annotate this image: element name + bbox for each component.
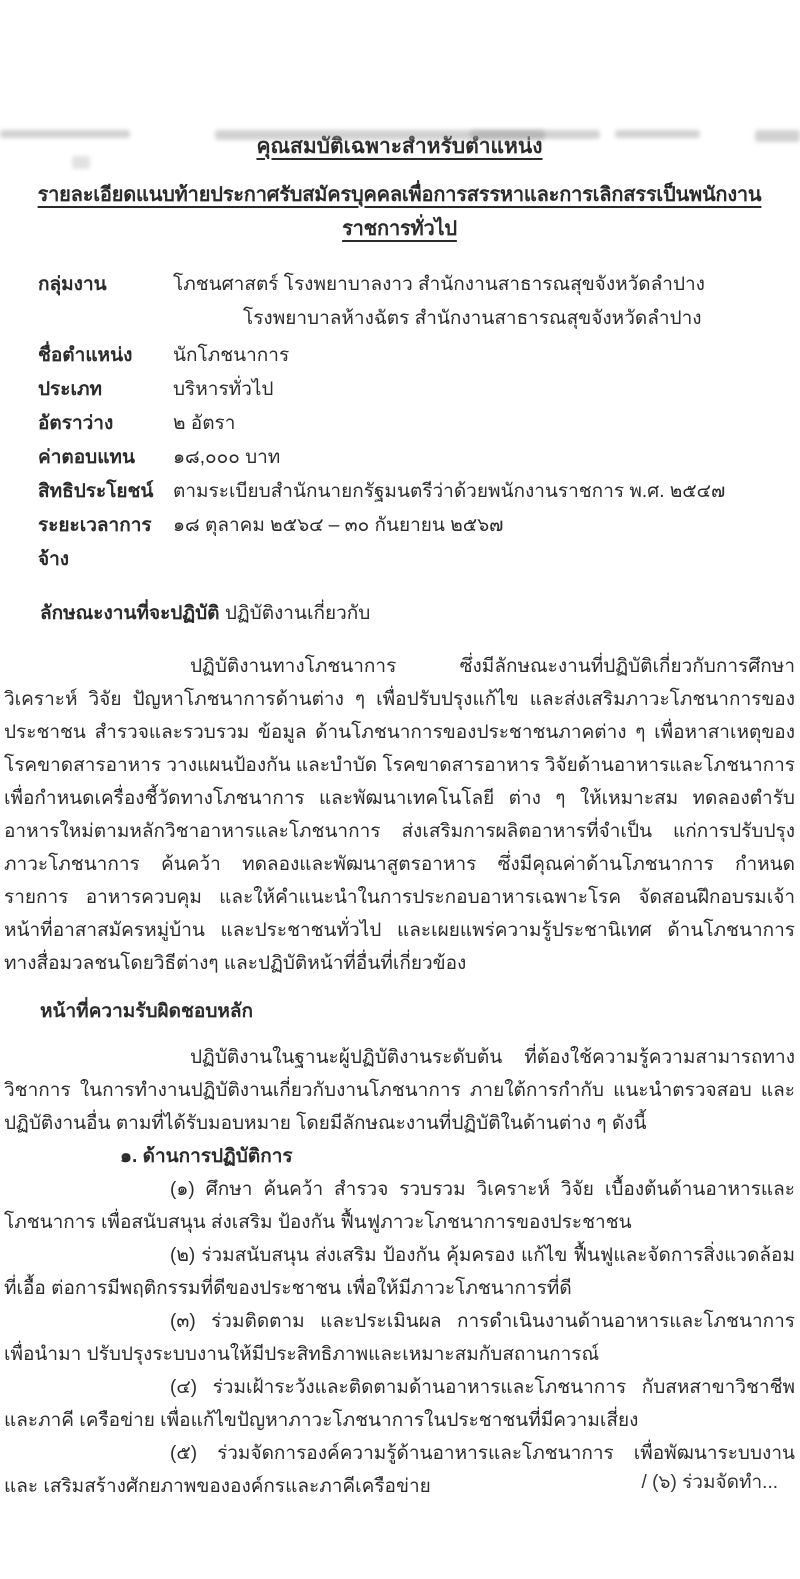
field-value-benefits: ตามระเบียบสำนักนายกรัฐมนตรีว่าด้วยพนักงานราชการ พ.ศ. ๒๕๔๗	[173, 481, 726, 502]
workgroup-line1: โภชนศาสตร์ โรงพยาบาลงาว สำนักงานสาธารณสุขจังหวัดลำปาง	[173, 274, 705, 295]
operations-item: (๒) ร่วมสนับสนุน ส่งเสริม ป้องกัน คุ้มครอง แก้ไข ฟื้นฟูและจัดการสิ่งแวดล้อมที่เอื้อ ต่อการมีพฤติกรรมที่ดีของประชาชน เพื่อให้มีภาวะโภชนาการที่ดี	[4, 1245, 795, 1299]
field-value-employment-period: ๑๘ ตุลาคม ๒๕๖๔ – ๓๐ กันยายน ๒๕๖๗	[173, 515, 504, 536]
field-value-position-name: นักโภชนาการ	[173, 345, 290, 366]
field-row-employment-period	[38, 509, 795, 577]
section-heading-responsibility: หน้าที่ความรับผิดชอบหลัก	[40, 1001, 254, 1022]
workgroup-line2: โรงพยาบาลห้างฉัตร สำนักงานสาธารณสุขจังหวัดลำปาง	[243, 308, 702, 329]
scan-artifact	[615, 130, 700, 138]
operations-item: (๑) ศึกษา ค้นคว้า สำรวจ รวบรวม วิเคราะห์ วิจัย เบื้องต้นด้านอาหารและโภชนาการ เพื่อสนับสนุน ส่งเสริม ป้องกัน ฟื้นฟูภาวะโภชนาการของประชาชน	[4, 1179, 795, 1233]
field-label-salary: ค่าตอบแทน	[38, 447, 135, 468]
duties-heading-suffix: ปฏิบัติงานเกี่ยวกับ	[224, 603, 371, 624]
subsection-heading-operations: ๑. ด้านการปฏิบัติการ	[120, 1146, 293, 1167]
field-row-position-name	[38, 339, 795, 373]
page-subtitle: รายละเอียดแนบท้ายประกาศรับสมัครบุคคลเพื่อการสรรหาและการเลิกสรรเป็นพนักงานราชการทั่วไป	[37, 184, 762, 240]
section-heading-duties	[40, 597, 795, 631]
field-value-workgroup	[173, 268, 795, 336]
operations-item: (๔) ร่วมเฝ้าระวังและติดตามด้านอาหารและโภชนาการ กับสหสาขาวิชาชีพและภาคี เครือข่าย เพื่อแก้ไขปัญหาภาวะโภชนาการในประชาชนที่มีความเสี่ยง	[4, 1377, 795, 1431]
field-label-employment-period: ระยะเวลาการจ้าง	[38, 515, 152, 570]
page-title: คุณสมบัติเฉพาะสำหรับตำแหน่ง	[256, 135, 543, 158]
position-info	[38, 268, 795, 577]
field-label-vacancies: อัตราว่าง	[38, 413, 114, 434]
field-label-benefits: สิทธิประโยชน์	[38, 481, 154, 502]
continuation-note: / (๖) ร่วมจัดทำ...	[641, 1472, 778, 1493]
responsibility-paragraph: ปฏิบัติงานในฐานะผู้ปฏิบัติงานระดับต้น ที่ต้องใช้ความรู้ความสามารถทางวิชาการ ในการทำงานปฏิบัติงานเกี่ยวกับงานโภชนาการ ภายใต้การกำกับ แนะนำตรวจสอบ และปฏิบัติงานอื่น ตามที่ได้รับมอบหมาย โดยมีลักษณะงานที่ปฏิบัติในด้านต่าง ๆ ดังนี้	[4, 1047, 795, 1134]
field-value-vacancies: ๒ อัตรา	[173, 413, 236, 434]
operations-item: (๓) ร่วมติดตาม และประเมินผล การดำเนินงานด้านอาหารและโภชนาการ เพื่อนำมา ปรับปรุงระบบงานให้มีประสิทธิภาพและเหมาะสมกับสถานการณ์	[4, 1311, 795, 1365]
duties-paragraph: ปฏิบัติงานทางโภชนาการ ซึ่งมีลักษณะงานที่ปฏิบัติเกี่ยวกับการศึกษา วิเคราะห์ วิจัย ปัญหาโภชนาการด้านต่าง ๆ เพื่อปรับปรุงแก้ไข และส่งเสริมภาวะโภชนาการของประชาชน สำรวจและรวบรวม ข้อมูล ด้านโภชนาการของประชาชนภาคต่าง ๆ เพื่อหาสาเหตุของโรคขาดสารอาหาร วางแผนป้องกัน และบำบัด โรคขาดสารอาหาร วิจัยด้านอาหารและโภชนาการ เพื่อกำหนดเครื่องชี้วัดทางโภชนาการ และพัฒนาเทคโนโลยี ต่าง ๆ ให้เหมาะสม ทดลองตำรับอาหารใหม่ตามหลักวิชาอาหารและโภชนาการ ส่งเสริมการผลิตอาหารที่จำเป็น แก่การปรับปรุงภาวะโภชนาการ ค้นคว้า ทดลองและพัฒนาสูตรอาหาร ซึ่งมีคุณค่าด้านโภชนาการ กำหนดรายการ อาหารควบคุม และให้คำแนะนำในการประกอบอาหารเฉพาะโรค จัดสอนฝึกอบรมเจ้าหน้าที่อาสาสมัครหมู่บ้าน และประชาชนทั่วไป และเผยแพร่ความรู้ประชานิเทศ ด้านโภชนาการทางสื่อมวลชนโดยวิธีต่างๆ และปฏิบัติหน้าที่อื่นที่เกี่ยวข้อง	[4, 656, 795, 974]
scan-artifact	[755, 130, 800, 142]
scan-artifact	[72, 156, 90, 169]
field-value-salary: ๑๘,๐๐๐ บาท	[173, 447, 281, 468]
field-row-type	[38, 373, 795, 407]
scan-artifact	[0, 130, 130, 138]
field-value-type: บริหารทั่วไป	[173, 379, 274, 400]
scan-artifact	[470, 130, 600, 139]
field-row-salary	[38, 441, 795, 475]
field-row-benefits	[38, 475, 795, 509]
field-label-position-name: ชื่อตำแหน่ง	[38, 345, 133, 366]
document-page	[0, 130, 800, 1579]
field-label-type: ประเภท	[38, 379, 103, 400]
field-row-workgroup	[38, 268, 795, 336]
duties-heading-text: ลักษณะงานที่จะปฏิบัติ	[40, 603, 220, 624]
operations-item: (๕) ร่วมจัดการองค์ความรู้ด้านอาหารและโภชนาการ เพื่อพัฒนาระบบงานและ เสริมสร้างศักยภาพขององค์กรและภาคีเครือข่าย	[4, 1443, 795, 1497]
field-row-vacancies	[38, 407, 795, 441]
field-label-workgroup: กลุ่มงาน	[38, 274, 107, 295]
